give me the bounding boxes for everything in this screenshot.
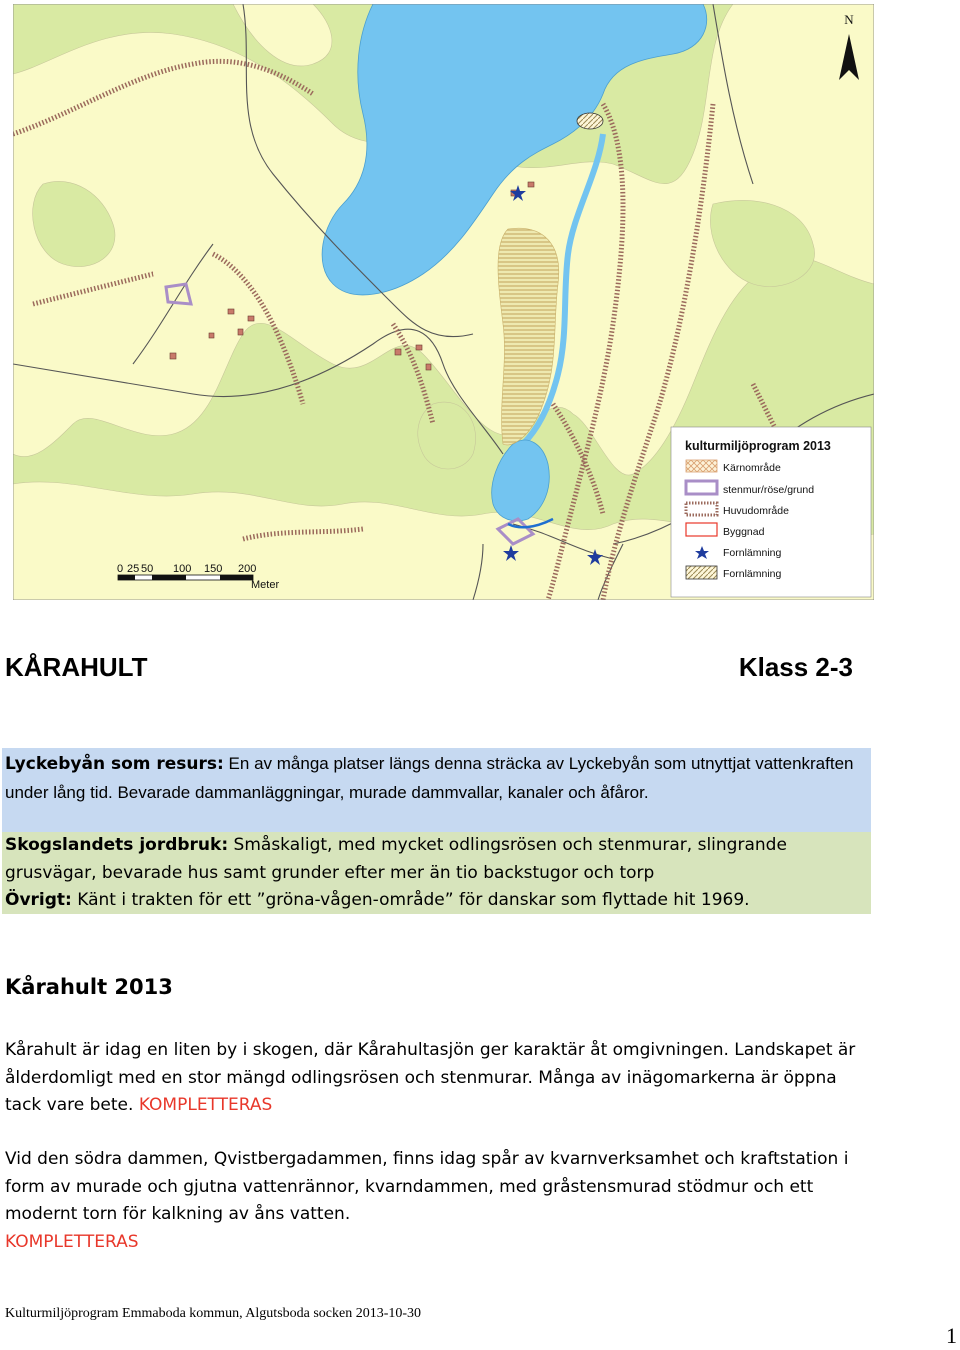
todo-note: KOMPLETTERAS <box>138 1095 273 1115</box>
scale-tick: 100 <box>173 563 192 575</box>
map <box>13 4 874 600</box>
section-paragraph-1 <box>5 1037 875 1120</box>
legend-label: Kärnområde <box>723 462 781 474</box>
legend-swatch-karnomrade <box>686 460 717 472</box>
legend-label: Byggnad <box>723 526 765 538</box>
scale-unit: Meter <box>251 579 280 591</box>
scale-bar <box>118 575 253 580</box>
scale-tick: 25 <box>127 563 140 575</box>
heading-row <box>5 652 853 692</box>
section-heading: Kårahult 2013 <box>5 975 173 999</box>
paragraph-text: Vid den södra dammen, Qvistbergadammen, finns idag spår av kvarnverksamhet och kraftstation i form av murade och gjutna vattenrännor, kvarndammen, med gråstensmurad stödmur och ett modernt torn för kalkning av åns vatten. <box>5 1149 849 1224</box>
footer: Kulturmiljöprogram Emmaboda kommun, Algutsboda socken 2013-10-30 <box>5 1306 422 1321</box>
class-label: Klass 2-3 <box>738 652 853 682</box>
todo-note: KOMPLETTERAS <box>5 1231 139 1252</box>
scale-tick: 0 <box>117 563 124 575</box>
summary-resurs <box>5 750 865 807</box>
resurs-text: En av många platser längs denna sträcka av Lyckebyån som utnyttjat vattenkraften under lång tid. Bevarade dammanläggningar, murade dammvallar, kanaler och åfåror. <box>5 754 854 802</box>
legend-swatch-byggnad <box>686 523 717 536</box>
scale-tick: 200 <box>238 563 257 575</box>
ovrigt-label: Övrigt: <box>5 890 72 910</box>
map-legend <box>671 427 871 597</box>
scale-tick: 150 <box>204 563 223 575</box>
ovrigt-text: Känt i trakten för ett ”gröna-vågen-område” för danskar som flyttade hit 1969. <box>71 890 750 910</box>
legend-label: Huvudområde <box>723 505 789 517</box>
section-paragraph-2 <box>5 1146 855 1256</box>
resurs-label: Lyckebyån som resurs: <box>5 754 224 774</box>
paragraph-text: Kårahult är idag en liten by i skogen, där Kårahultasjön ger karaktär åt omgivningen. Landskapet är ålderdomligt med en stor mängd odlingsrösen och stenmurar. Många av inägomarkerna är öppna tack vare bete. <box>5 1040 856 1115</box>
jordbruk-text: Småskaligt, med mycket odlingsrösen och stenmurar, slingrande grusvägar, bevarade hus samt grunder efter mer än tio backstugor och torp <box>5 835 787 883</box>
summary-ovrigt <box>5 887 865 915</box>
legend-title: kulturmiljöprogram 2013 <box>685 439 831 453</box>
legend-label: Fornlämning <box>723 568 782 580</box>
legend-swatch-fornlamning-area <box>686 566 717 579</box>
summary-jordbruk <box>5 832 865 887</box>
page-number: 1 <box>946 1323 957 1348</box>
jordbruk-label: Skogslandets jordbruk: <box>5 835 229 855</box>
legend-label: Fornlämning <box>723 547 782 559</box>
hatched-patch <box>577 113 603 129</box>
scale-tick: 50 <box>141 563 154 575</box>
page-title: KÅRAHULT <box>5 652 148 682</box>
legend-label: stenmur/röse/grund <box>723 484 815 496</box>
north-label: N <box>844 12 854 27</box>
